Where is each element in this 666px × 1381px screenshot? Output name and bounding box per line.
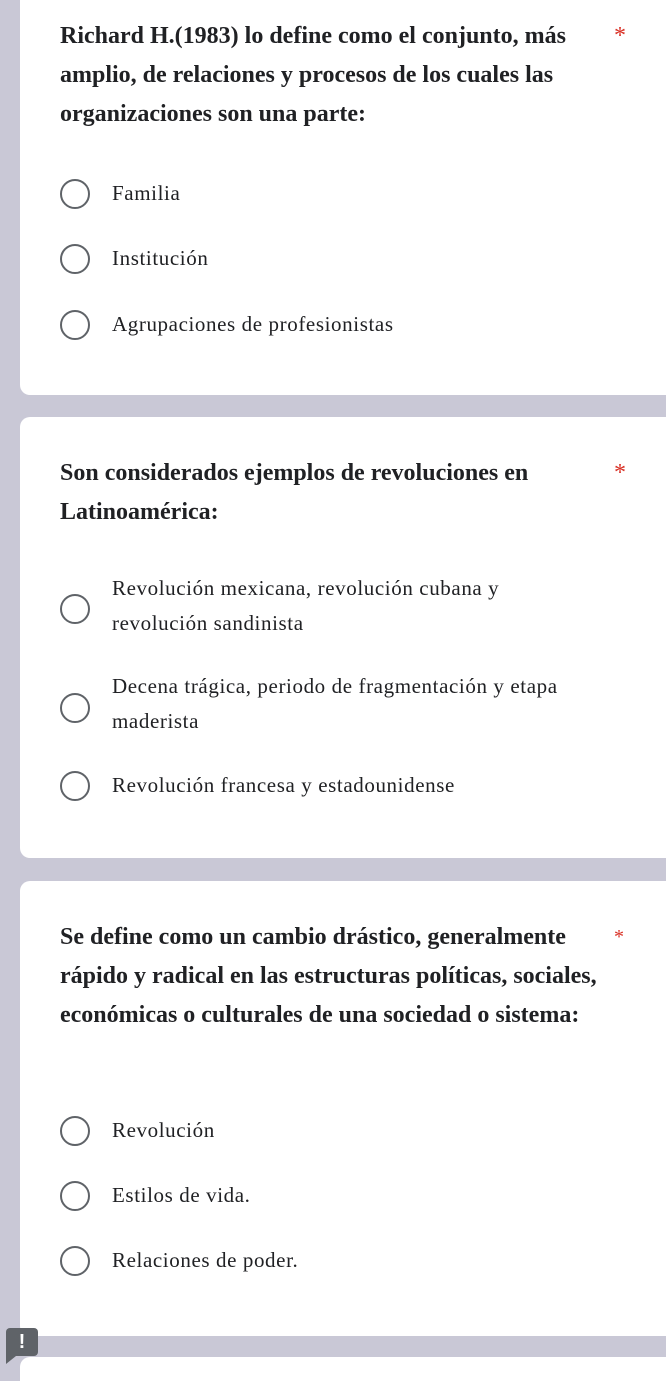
radio-button[interactable] — [60, 693, 90, 723]
option-label: Revolución mexicana, revolución cubana y revolución sandinista — [112, 576, 500, 635]
radio-option[interactable] — [60, 1243, 620, 1279]
radio-option[interactable] — [60, 570, 620, 642]
question-title: Son considerados ejemplos de revoluciones en Latinoamérica: — [60, 460, 529, 525]
option-label: Institución — [112, 246, 209, 270]
required-asterisk: * — [614, 460, 626, 486]
question-card-1 — [20, 0, 666, 395]
radio-button[interactable] — [60, 1116, 90, 1146]
radio-option[interactable] — [60, 176, 620, 212]
option-label: Relaciones de poder. — [112, 1248, 299, 1272]
radio-button[interactable] — [60, 179, 90, 209]
radio-button[interactable] — [60, 1181, 90, 1211]
radio-option[interactable] — [60, 241, 620, 277]
option-label: Agrupaciones de profesionistas — [112, 312, 394, 336]
question-card-4 — [20, 1357, 666, 1381]
option-label: Familia — [112, 181, 181, 205]
radio-option[interactable] — [60, 768, 620, 804]
radio-button[interactable] — [60, 1246, 90, 1276]
radio-button[interactable] — [60, 310, 90, 340]
option-label: Decena trágica, periodo de fragmentación y etapa maderista — [112, 674, 558, 733]
required-asterisk: * — [614, 926, 624, 948]
question-card-3 — [20, 881, 666, 1336]
radio-option[interactable] — [60, 1113, 620, 1149]
radio-button[interactable] — [60, 244, 90, 274]
question-title: Se define como un cambio drástico, generalmente rápido y radical en las estructuras políticas, sociales, económicas o culturales de una sociedad o sistema: — [60, 924, 597, 1028]
radio-button[interactable] — [60, 594, 90, 624]
required-asterisk: * — [614, 23, 626, 49]
radio-option[interactable] — [60, 669, 620, 741]
option-label: Revolución — [112, 1118, 215, 1142]
option-label: Estilos de vida. — [112, 1183, 251, 1207]
question-card-2 — [20, 417, 666, 858]
option-label: Revolución francesa y estadounidense — [112, 773, 455, 797]
radio-button[interactable] — [60, 771, 90, 801]
question-title: Richard H.(1983) lo define como el conjunto, más amplio, de relaciones y procesos de los cuales las organizaciones son una parte: — [60, 23, 566, 127]
radio-option[interactable] — [60, 1178, 620, 1214]
report-alert-icon[interactable]: ! — [6, 1328, 38, 1356]
radio-option[interactable] — [60, 307, 620, 343]
